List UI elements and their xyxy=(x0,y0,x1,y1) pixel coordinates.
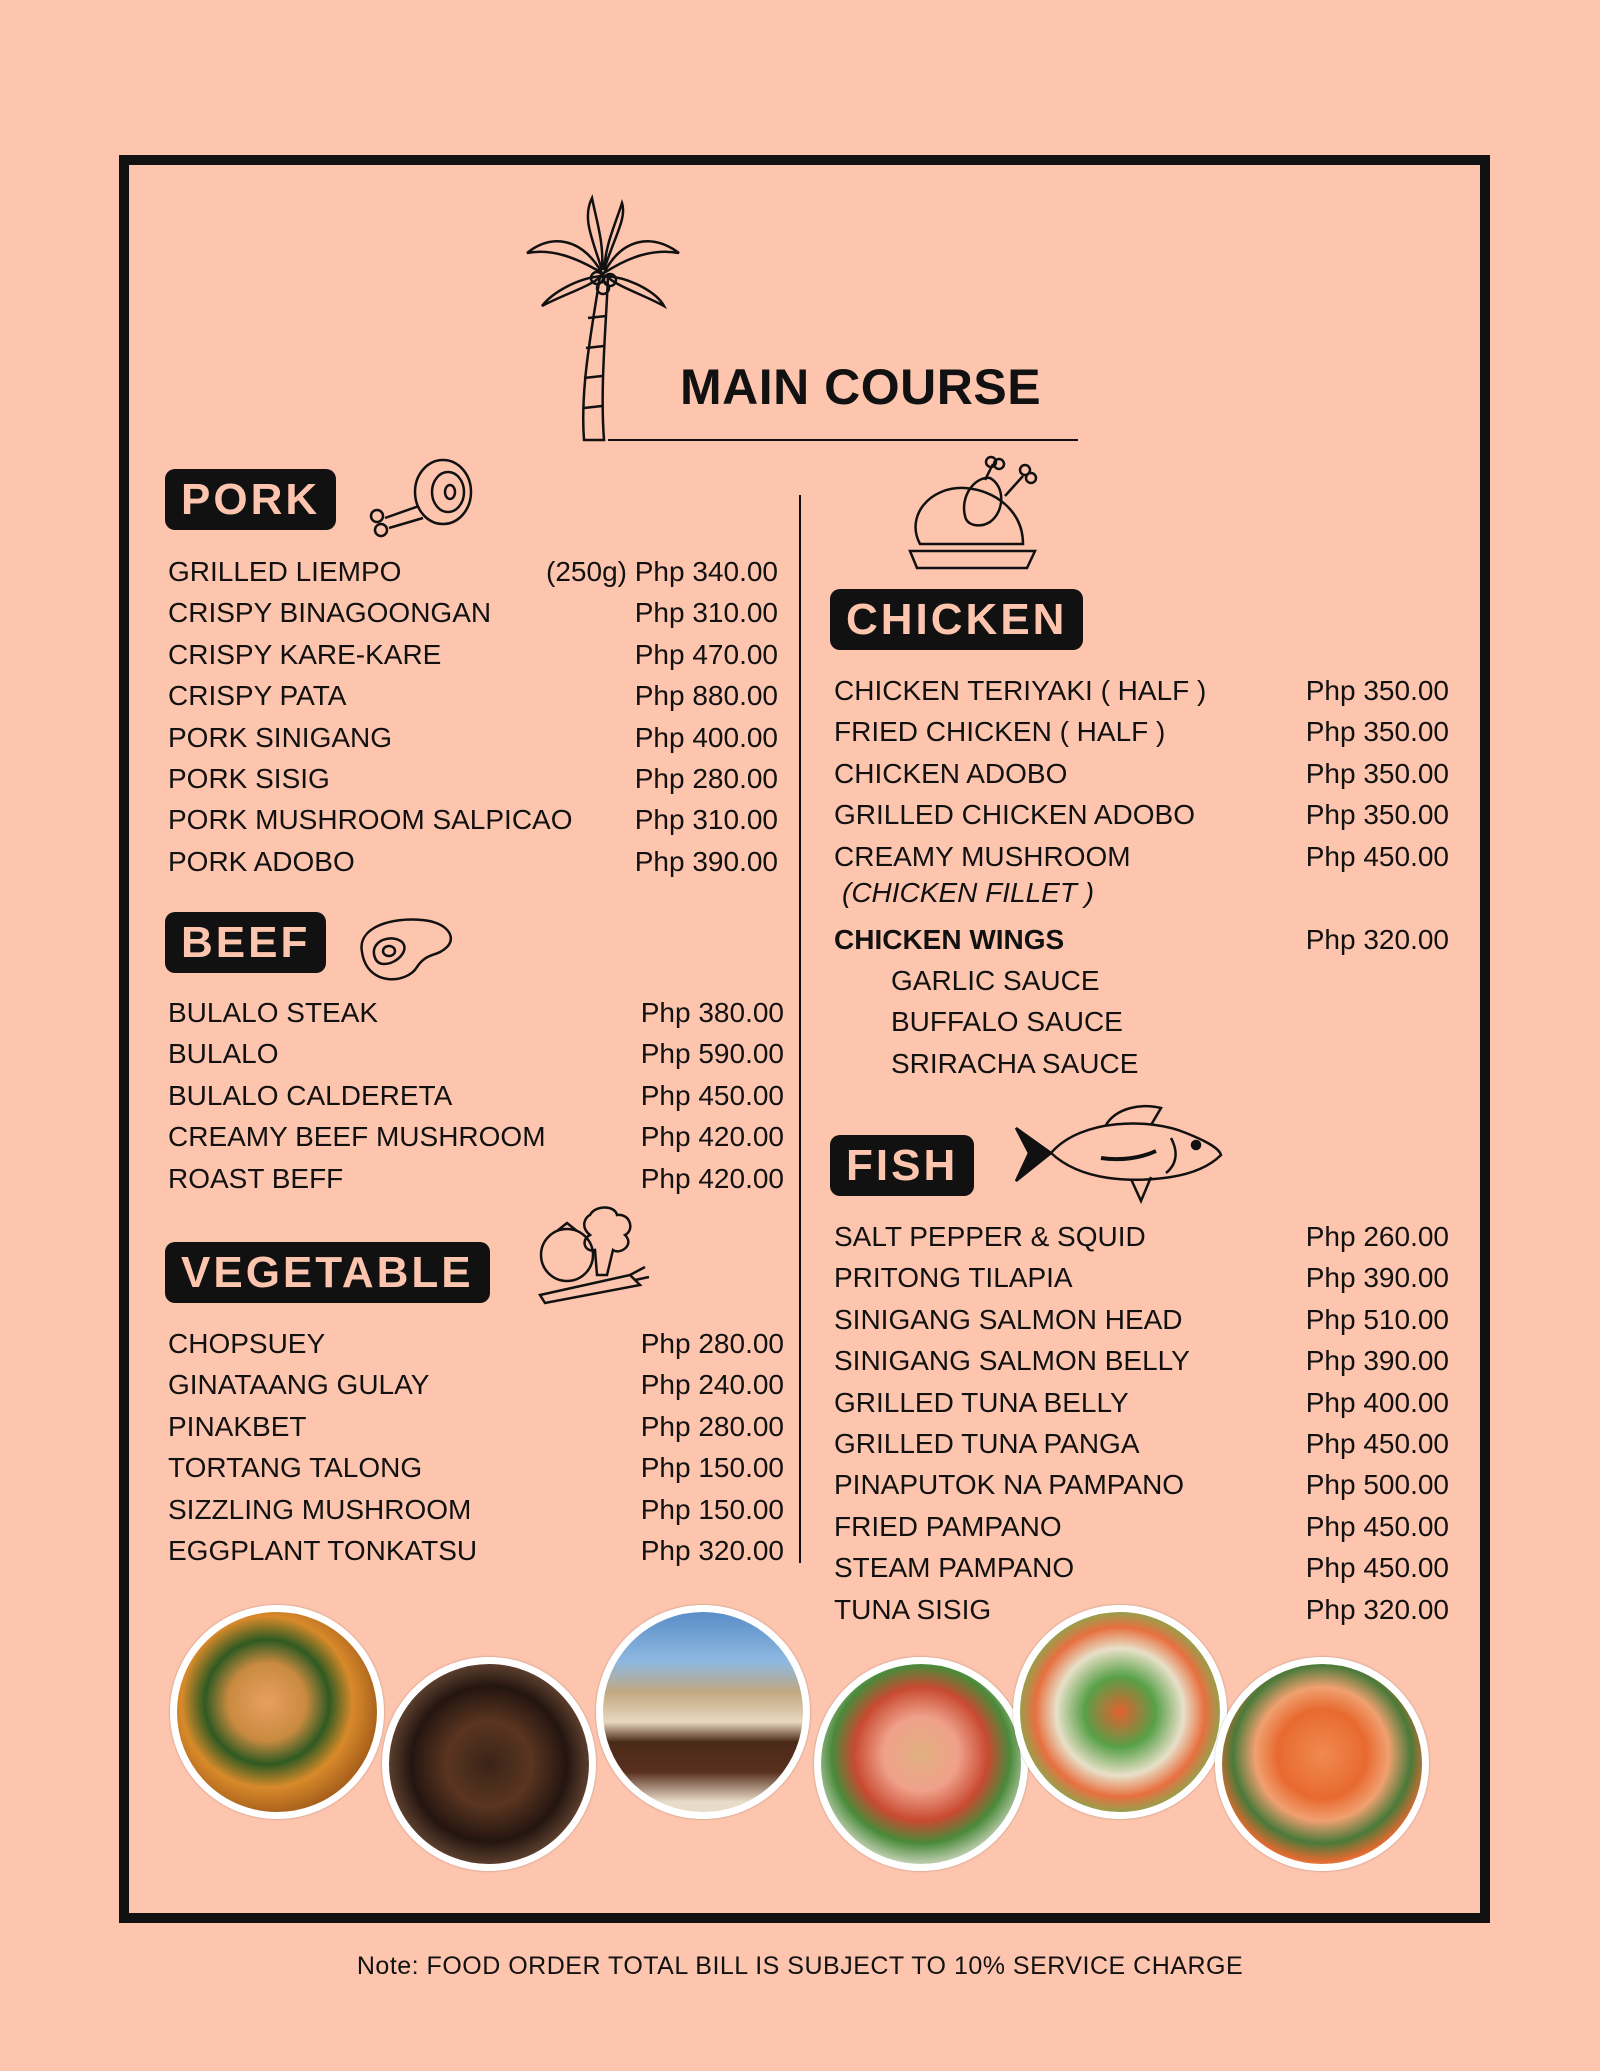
sauce-option: SRIRACHA SAUCE xyxy=(891,1047,1139,1079)
menu-item-name: CHICKEN WINGS xyxy=(834,924,1065,955)
menu-item-name: CREAMY MUSHROOM xyxy=(834,840,1131,872)
menu-item-name: PORK MUSHROOM SALPICAO xyxy=(168,804,573,836)
menu-item-price: Php 450.00 xyxy=(640,1079,784,1111)
section-badge-pork: PORK xyxy=(165,469,336,530)
menu-item-price: Php 450.00 xyxy=(1305,1428,1449,1459)
sinigang-photo xyxy=(814,1657,1028,1871)
menu-item-price: Php 420.00 xyxy=(640,1162,784,1194)
adobo-photo xyxy=(382,1657,596,1871)
section-badge-chicken: CHICKEN xyxy=(830,589,1083,650)
menu-item-name: PORK ADOBO xyxy=(168,845,355,877)
ham-leg-icon xyxy=(363,456,475,536)
roast-chicken-icon xyxy=(905,456,1047,574)
menu-item-price: (250g) Php 340.00 xyxy=(546,556,778,587)
menu-item-name: GRILLED LIEMPO xyxy=(168,556,402,587)
menu-item-price: Php 320.00 xyxy=(640,1535,784,1566)
sauce-option: BUFFALO SAUCE xyxy=(891,1006,1123,1038)
kare-kare-photo xyxy=(170,1605,384,1819)
menu-item-price: Php 400.00 xyxy=(634,721,778,753)
section-badge-fish: FISH xyxy=(830,1135,974,1196)
menu-item-name: TUNA SISIG xyxy=(834,1593,992,1625)
menu-item-price: Php 280.00 xyxy=(634,763,778,794)
menu-item-price: Php 380.00 xyxy=(640,997,784,1028)
menu-item-price: Php 320.00 xyxy=(1305,1593,1449,1625)
grilled-steak-photo xyxy=(596,1605,810,1819)
menu-item-price: Php 150.00 xyxy=(640,1452,784,1484)
menu-item-name: CRISPY PATA xyxy=(168,680,347,712)
palm-tree-icon xyxy=(522,198,682,443)
menu-item-name: SIZZLING MUSHROOM xyxy=(168,1493,472,1525)
menu-item-name: GRILLED CHICKEN ADOBO xyxy=(834,799,1195,831)
menu-item-price: Php 240.00 xyxy=(640,1369,784,1401)
menu-item-price: Php 350.00 xyxy=(1305,716,1449,748)
menu-item-name: SALT PEPPER & SQUID xyxy=(834,1221,1146,1252)
menu-item-price: Php 510.00 xyxy=(1305,1303,1449,1335)
menu-item-price: Php 350.00 xyxy=(1305,757,1449,789)
menu-item-price: Php 350.00 xyxy=(1305,675,1449,706)
menu-item-price: Php 400.00 xyxy=(1305,1386,1449,1418)
menu-item-name: SINIGANG SALMON BELLY xyxy=(834,1345,1190,1377)
menu-item-name: CHICKEN TERIYAKI ( HALF ) xyxy=(834,675,1207,706)
menu-item-price: Php 320.00 xyxy=(1305,924,1449,955)
menu-item-price: Php 450.00 xyxy=(1305,1552,1449,1584)
menu-item-name: BULALO CALDERETA xyxy=(168,1079,453,1111)
menu-item-price: Php 450.00 xyxy=(1305,840,1449,872)
chopsuey-photo xyxy=(1013,1605,1227,1819)
menu-item-price: Php 310.00 xyxy=(634,597,778,629)
menu-item-name: GRILLED TUNA PANGA xyxy=(834,1428,1140,1459)
service-charge-note: Note: FOOD ORDER TOTAL BILL IS SUBJECT TO 10% SERVICE CHARGE xyxy=(356,1952,1244,1980)
menu-item-price: Php 390.00 xyxy=(634,845,778,877)
section-badge-beef: BEEF xyxy=(165,912,326,973)
menu-item-price: Php 390.00 xyxy=(1305,1262,1449,1294)
menu-item-price: Php 310.00 xyxy=(634,804,778,836)
menu-item-price: Php 390.00 xyxy=(1305,1345,1449,1377)
menu-item-name: BULALO STEAK xyxy=(168,997,379,1028)
fish-icon xyxy=(1011,1103,1223,1203)
menu-item-name: TORTANG TALONG xyxy=(168,1452,423,1484)
menu-item-price: Php 350.00 xyxy=(1305,799,1449,831)
menu-item-name: PRITONG TILAPIA xyxy=(834,1262,1073,1294)
menu-item-name: STEAM PAMPANO xyxy=(834,1552,1075,1584)
menu-item-price: Php 880.00 xyxy=(634,680,778,712)
menu-item-name: CRISPY KARE-KARE xyxy=(168,638,442,670)
menu-item-name: EGGPLANT TONKATSU xyxy=(168,1535,478,1566)
page-title: MAIN COURSE xyxy=(680,359,1042,415)
menu-item-note: (CHICKEN FILLET ) xyxy=(842,877,1095,908)
menu-item-name: PINAPUTOK NA PAMPANO xyxy=(834,1469,1185,1501)
menu-item-price: Php 420.00 xyxy=(640,1121,784,1153)
menu-item-price: Php 150.00 xyxy=(640,1493,784,1525)
menu-item-name: PINAKBET xyxy=(168,1410,307,1442)
column-divider xyxy=(799,495,801,1563)
menu-item-price: Php 500.00 xyxy=(1305,1469,1449,1501)
section-badge-vegetable: VEGETABLE xyxy=(165,1242,490,1303)
title-underline xyxy=(608,439,1078,441)
menu-item-name: BULALO xyxy=(168,1038,279,1070)
menu-item-name: GINATAANG GULAY xyxy=(168,1369,430,1401)
menu-item-name: CHICKEN ADOBO xyxy=(834,757,1068,789)
menu-item-price: Php 450.00 xyxy=(1305,1510,1449,1542)
sauce-option: GARLIC SAUCE xyxy=(891,965,1100,996)
menu-item-name: ROAST BEFF xyxy=(168,1162,344,1194)
menu-item-name: GRILLED TUNA BELLY xyxy=(834,1386,1129,1418)
menu-item-name: PORK SINIGANG xyxy=(168,721,393,753)
steak-icon xyxy=(352,912,458,988)
vegetables-icon xyxy=(535,1205,651,1305)
menu-item-name: CRISPY BINAGOONGAN xyxy=(168,597,492,629)
menu-item-price: Php 470.00 xyxy=(634,638,778,670)
menu-item-name: CREAMY BEEF MUSHROOM xyxy=(168,1121,546,1153)
menu-item-name: SINIGANG SALMON HEAD xyxy=(834,1303,1183,1335)
menu-item-name: CHOPSUEY xyxy=(168,1328,326,1359)
shrimp-sinigang-photo xyxy=(1215,1657,1429,1871)
menu-item-price: Php 280.00 xyxy=(640,1410,784,1442)
menu-item-name: PORK SISIG xyxy=(168,763,330,794)
menu-item-price: Php 280.00 xyxy=(640,1328,784,1359)
menu-item-name: FRIED PAMPANO xyxy=(834,1510,1062,1542)
menu-item-price: Php 260.00 xyxy=(1305,1221,1449,1252)
menu-item-price: Php 590.00 xyxy=(640,1038,784,1070)
menu-item-name: FRIED CHICKEN ( HALF ) xyxy=(834,716,1166,748)
